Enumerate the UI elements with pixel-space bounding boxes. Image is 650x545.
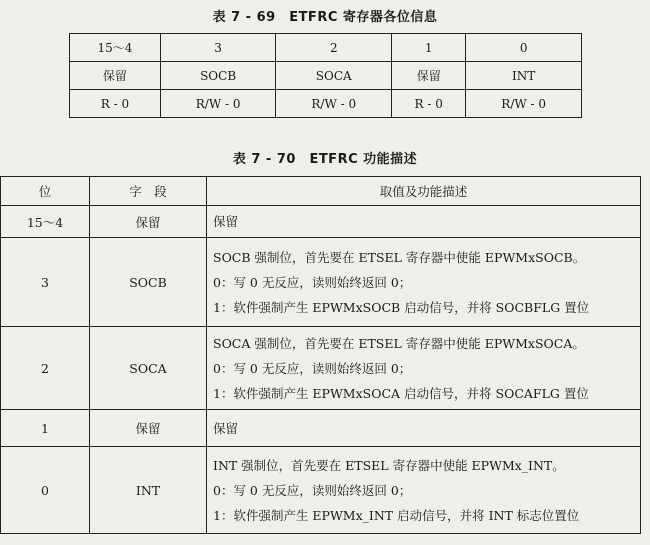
bits-cell: R/W - 0	[466, 90, 582, 118]
table2-caption: 表 7 - 70 ETFRC 功能描述	[232, 152, 418, 167]
bits-cell: 15～4	[70, 34, 161, 62]
bits-cell: SOCA	[276, 62, 392, 90]
bits-cell: SOCB	[160, 62, 276, 90]
header-field: 字 段	[90, 177, 207, 206]
row-bit: 15～4	[1, 206, 90, 238]
bits-cell: 3	[160, 34, 276, 62]
row-field: SOCB	[90, 238, 207, 327]
row-description	[207, 238, 641, 327]
row-bit: 0	[1, 447, 90, 534]
row-bit: 1	[1, 410, 90, 447]
desc-line: 保留	[213, 214, 239, 229]
bits-cell: R/W - 0	[276, 90, 392, 118]
bits-cell: 2	[276, 34, 392, 62]
table-row	[1, 206, 641, 238]
table-row	[1, 447, 641, 534]
desc-line: INT 强制位，首先要在 ETSEL 寄存器中使能 EPWMx_INT。	[213, 457, 565, 473]
bits-cell: R - 0	[70, 90, 161, 118]
row-field: SOCA	[90, 327, 207, 410]
function-description-table	[0, 176, 641, 534]
table-row	[1, 410, 641, 447]
table1-caption: 表 7 - 69 ETFRC 寄存器各位信息	[212, 10, 438, 25]
desc-header-row	[1, 177, 641, 206]
bits-row-access	[70, 90, 582, 118]
bits-cell: R - 0	[392, 90, 466, 118]
row-description	[207, 410, 641, 447]
row-field: 保留	[90, 206, 207, 238]
desc-line: SOCA 强制位，首先要在 ETSEL 寄存器中使能 EPWMxSOCA。	[213, 335, 585, 351]
row-description	[207, 447, 641, 534]
table-row	[1, 327, 641, 410]
table-row	[1, 238, 641, 327]
row-field: 保留	[90, 410, 207, 447]
desc-line: 1：软件强制产生 EPWMxSOCB 启动信号，并将 SOCBFLG 置位	[213, 299, 590, 315]
register-bits-table	[69, 33, 582, 118]
bits-cell: 保留	[392, 62, 466, 90]
bits-cell: 保留	[70, 62, 161, 90]
row-field: INT	[90, 447, 207, 534]
row-bit: 2	[1, 327, 90, 410]
header-bit: 位	[1, 177, 90, 206]
bits-cell: INT	[466, 62, 582, 90]
bits-row-numbers	[70, 34, 582, 62]
desc-line: 0：写 0 无反应，读则始终返回 0；	[213, 482, 412, 498]
desc-line: 0：写 0 无反应，读则始终返回 0；	[213, 360, 412, 376]
bits-cell: 1	[392, 34, 466, 62]
desc-line: 1：软件强制产生 EPWMxSOCA 启动信号，并将 SOCAFLG 置位	[213, 385, 589, 401]
desc-line: 1：软件强制产生 EPWMx_INT 启动信号，并将 INT 标志位置位	[213, 507, 580, 523]
row-description	[207, 327, 641, 410]
row-bit: 3	[1, 238, 90, 327]
bits-cell: 0	[466, 34, 582, 62]
header-description: 取值及功能描述	[207, 177, 641, 206]
desc-line: 0：写 0 无反应，读则始终返回 0；	[213, 274, 412, 290]
bits-row-fields	[70, 62, 582, 90]
desc-line: 保留	[213, 420, 239, 436]
bits-cell: R/W - 0	[160, 90, 276, 118]
row-description	[207, 206, 641, 238]
desc-line: SOCB 强制位，首先要在 ETSEL 寄存器中使能 EPWMxSOCB。	[213, 249, 586, 265]
